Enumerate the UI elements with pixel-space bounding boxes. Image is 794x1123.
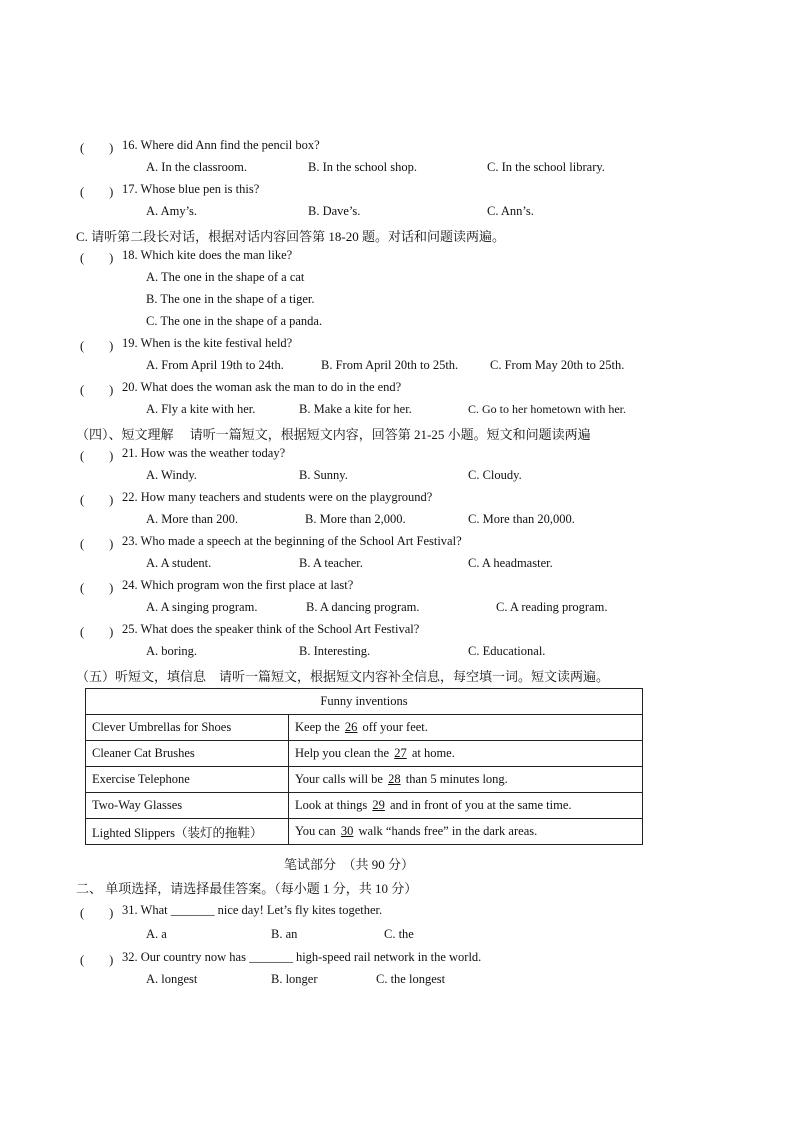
question-32: 32. Our country now has _______ high-speed rail network in the world. <box>122 950 482 964</box>
option-a: A. Amy’s. <box>146 204 198 218</box>
question-24: 24. Which program won the first place at last? <box>122 578 354 592</box>
section-c-heading: C. 请听第二段长对话，根据对话内容回答第 18-20 题。对话和问题读两遍。 <box>76 229 506 244</box>
option-c: C. Educational. <box>468 644 546 658</box>
question-21: 21. How was the weather today? <box>122 446 286 460</box>
option-b: B. A teacher. <box>299 556 363 570</box>
question-31: 31. What _______ nice day! Let’s fly kites together. <box>122 903 383 917</box>
option-a: A. boring. <box>146 644 198 658</box>
answer-paren[interactable]: ( ) <box>80 449 114 463</box>
question-17: 17. Whose blue pen is this? <box>122 182 260 196</box>
answer-paren[interactable]: ( ) <box>80 625 114 639</box>
option-b: B. Interesting. <box>299 644 371 658</box>
answer-paren[interactable]: ( ) <box>80 953 114 967</box>
table-row <box>86 741 643 767</box>
invention-name: Lighted Slippers（装灯的拖鞋） <box>86 819 289 845</box>
option-a: A. a <box>146 927 167 941</box>
answer-paren[interactable]: ( ) <box>80 537 114 551</box>
option-b: B. From April 20th to 25th. <box>321 358 459 372</box>
answer-paren[interactable]: ( ) <box>80 383 114 397</box>
option-a: A. From April 19th to 24th. <box>146 358 284 372</box>
question-20: 20. What does the woman ask the man to do in the end? <box>122 380 402 394</box>
option-b: B. Make a kite for her. <box>299 402 412 416</box>
invention-name: Two-Way Glasses <box>86 793 289 819</box>
question-18: 18. Which kite does the man like? <box>122 248 293 262</box>
table-row <box>86 793 643 819</box>
question-22: 22. How many teachers and students were on the playground? <box>122 490 433 504</box>
option-c: C. From May 20th to 25th. <box>490 358 625 372</box>
invention-desc: Help you clean the 27 at home. <box>289 741 643 767</box>
invention-desc: You can 30 walk “hands free” in the dark areas. <box>289 819 643 845</box>
option-a: A. Windy. <box>146 468 197 482</box>
option-c: C. In the school library. <box>487 160 605 174</box>
option-c: C. A headmaster. <box>468 556 553 570</box>
option-a: A. In the classroom. <box>146 160 248 174</box>
option-b: B. In the school shop. <box>308 160 418 174</box>
blank-26[interactable]: 26 <box>344 720 358 734</box>
table-title: Funny inventions <box>86 689 643 715</box>
invention-name: Clever Umbrellas for Shoes <box>86 715 289 741</box>
table-row <box>86 819 643 845</box>
table-row <box>86 767 643 793</box>
answer-paren[interactable]: ( ) <box>80 141 114 155</box>
option-b: B. A dancing program. <box>306 600 420 614</box>
option-c: C. The one in the shape of a panda. <box>146 314 323 328</box>
answer-paren[interactable]: ( ) <box>80 581 114 595</box>
option-a: A. A singing program. <box>146 600 258 614</box>
blank-29[interactable]: 29 <box>372 798 385 812</box>
option-c: C. the <box>384 927 414 941</box>
blank-28[interactable]: 28 <box>388 772 401 786</box>
option-b: B. More than 2,000. <box>305 512 406 526</box>
invention-name: Exercise Telephone <box>86 767 289 793</box>
question-25: 25. What does the speaker think of the School Art Festival? <box>122 622 420 636</box>
option-a: A. More than 200. <box>146 512 238 526</box>
invention-desc: Keep the 26 off your feet. <box>289 715 643 741</box>
option-c: C. the longest <box>376 972 446 986</box>
option-a: A. longest <box>146 972 198 986</box>
option-a: A. A student. <box>146 556 212 570</box>
option-c: C. Cloudy. <box>468 468 522 482</box>
question-23: 23. Who made a speech at the beginning of the School Art Festival? <box>122 534 462 548</box>
funny-inventions-table <box>85 688 643 845</box>
written-section-heading: 笔试部分 （共 90 分） <box>284 857 415 872</box>
answer-paren[interactable]: ( ) <box>80 339 114 353</box>
option-b: B. longer <box>271 972 318 986</box>
option-c: C. A reading program. <box>496 600 608 614</box>
question-19: 19. When is the kite festival held? <box>122 336 293 350</box>
option-c: C. More than 20,000. <box>468 512 575 526</box>
option-b: B. Dave’s. <box>308 204 361 218</box>
option-b: B. Sunny. <box>299 468 348 482</box>
single-choice-heading: 二、 单项选择，请选择最佳答案。（每小题 1 分，共 10 分） <box>76 881 418 896</box>
answer-paren[interactable]: ( ) <box>80 185 114 199</box>
invention-name: Cleaner Cat Brushes <box>86 741 289 767</box>
question-16: 16. Where did Ann find the pencil box? <box>122 138 320 152</box>
option-b: B. The one in the shape of a tiger. <box>146 292 315 306</box>
option-a: A. Fly a kite with her. <box>146 402 256 416</box>
table-row <box>86 715 643 741</box>
answer-paren[interactable]: ( ) <box>80 493 114 507</box>
invention-desc: Look at things 29 and in front of you at the same time. <box>289 793 643 819</box>
part5-heading: （五）听短文，填信息 请听一篇短文，根据短文内容补全信息，每空填一词。短文读两遍。 <box>76 669 610 684</box>
answer-paren[interactable]: ( ) <box>80 906 114 920</box>
blank-30[interactable]: 30 <box>340 824 354 838</box>
answer-paren[interactable]: ( ) <box>80 251 114 265</box>
option-c: C. Go to her hometown with her. <box>468 402 626 416</box>
invention-desc: Your calls will be 28 than 5 minutes long. <box>289 767 643 793</box>
blank-27[interactable]: 27 <box>394 746 407 760</box>
part4-heading: （四）、短文理解 请听一篇短文，根据短文内容，回答第 21-25 小题。短文和问题读两遍 <box>76 427 591 442</box>
option-a: A. The one in the shape of a cat <box>146 270 305 284</box>
option-b: B. an <box>271 927 298 941</box>
option-c: C. Ann’s. <box>487 204 534 218</box>
